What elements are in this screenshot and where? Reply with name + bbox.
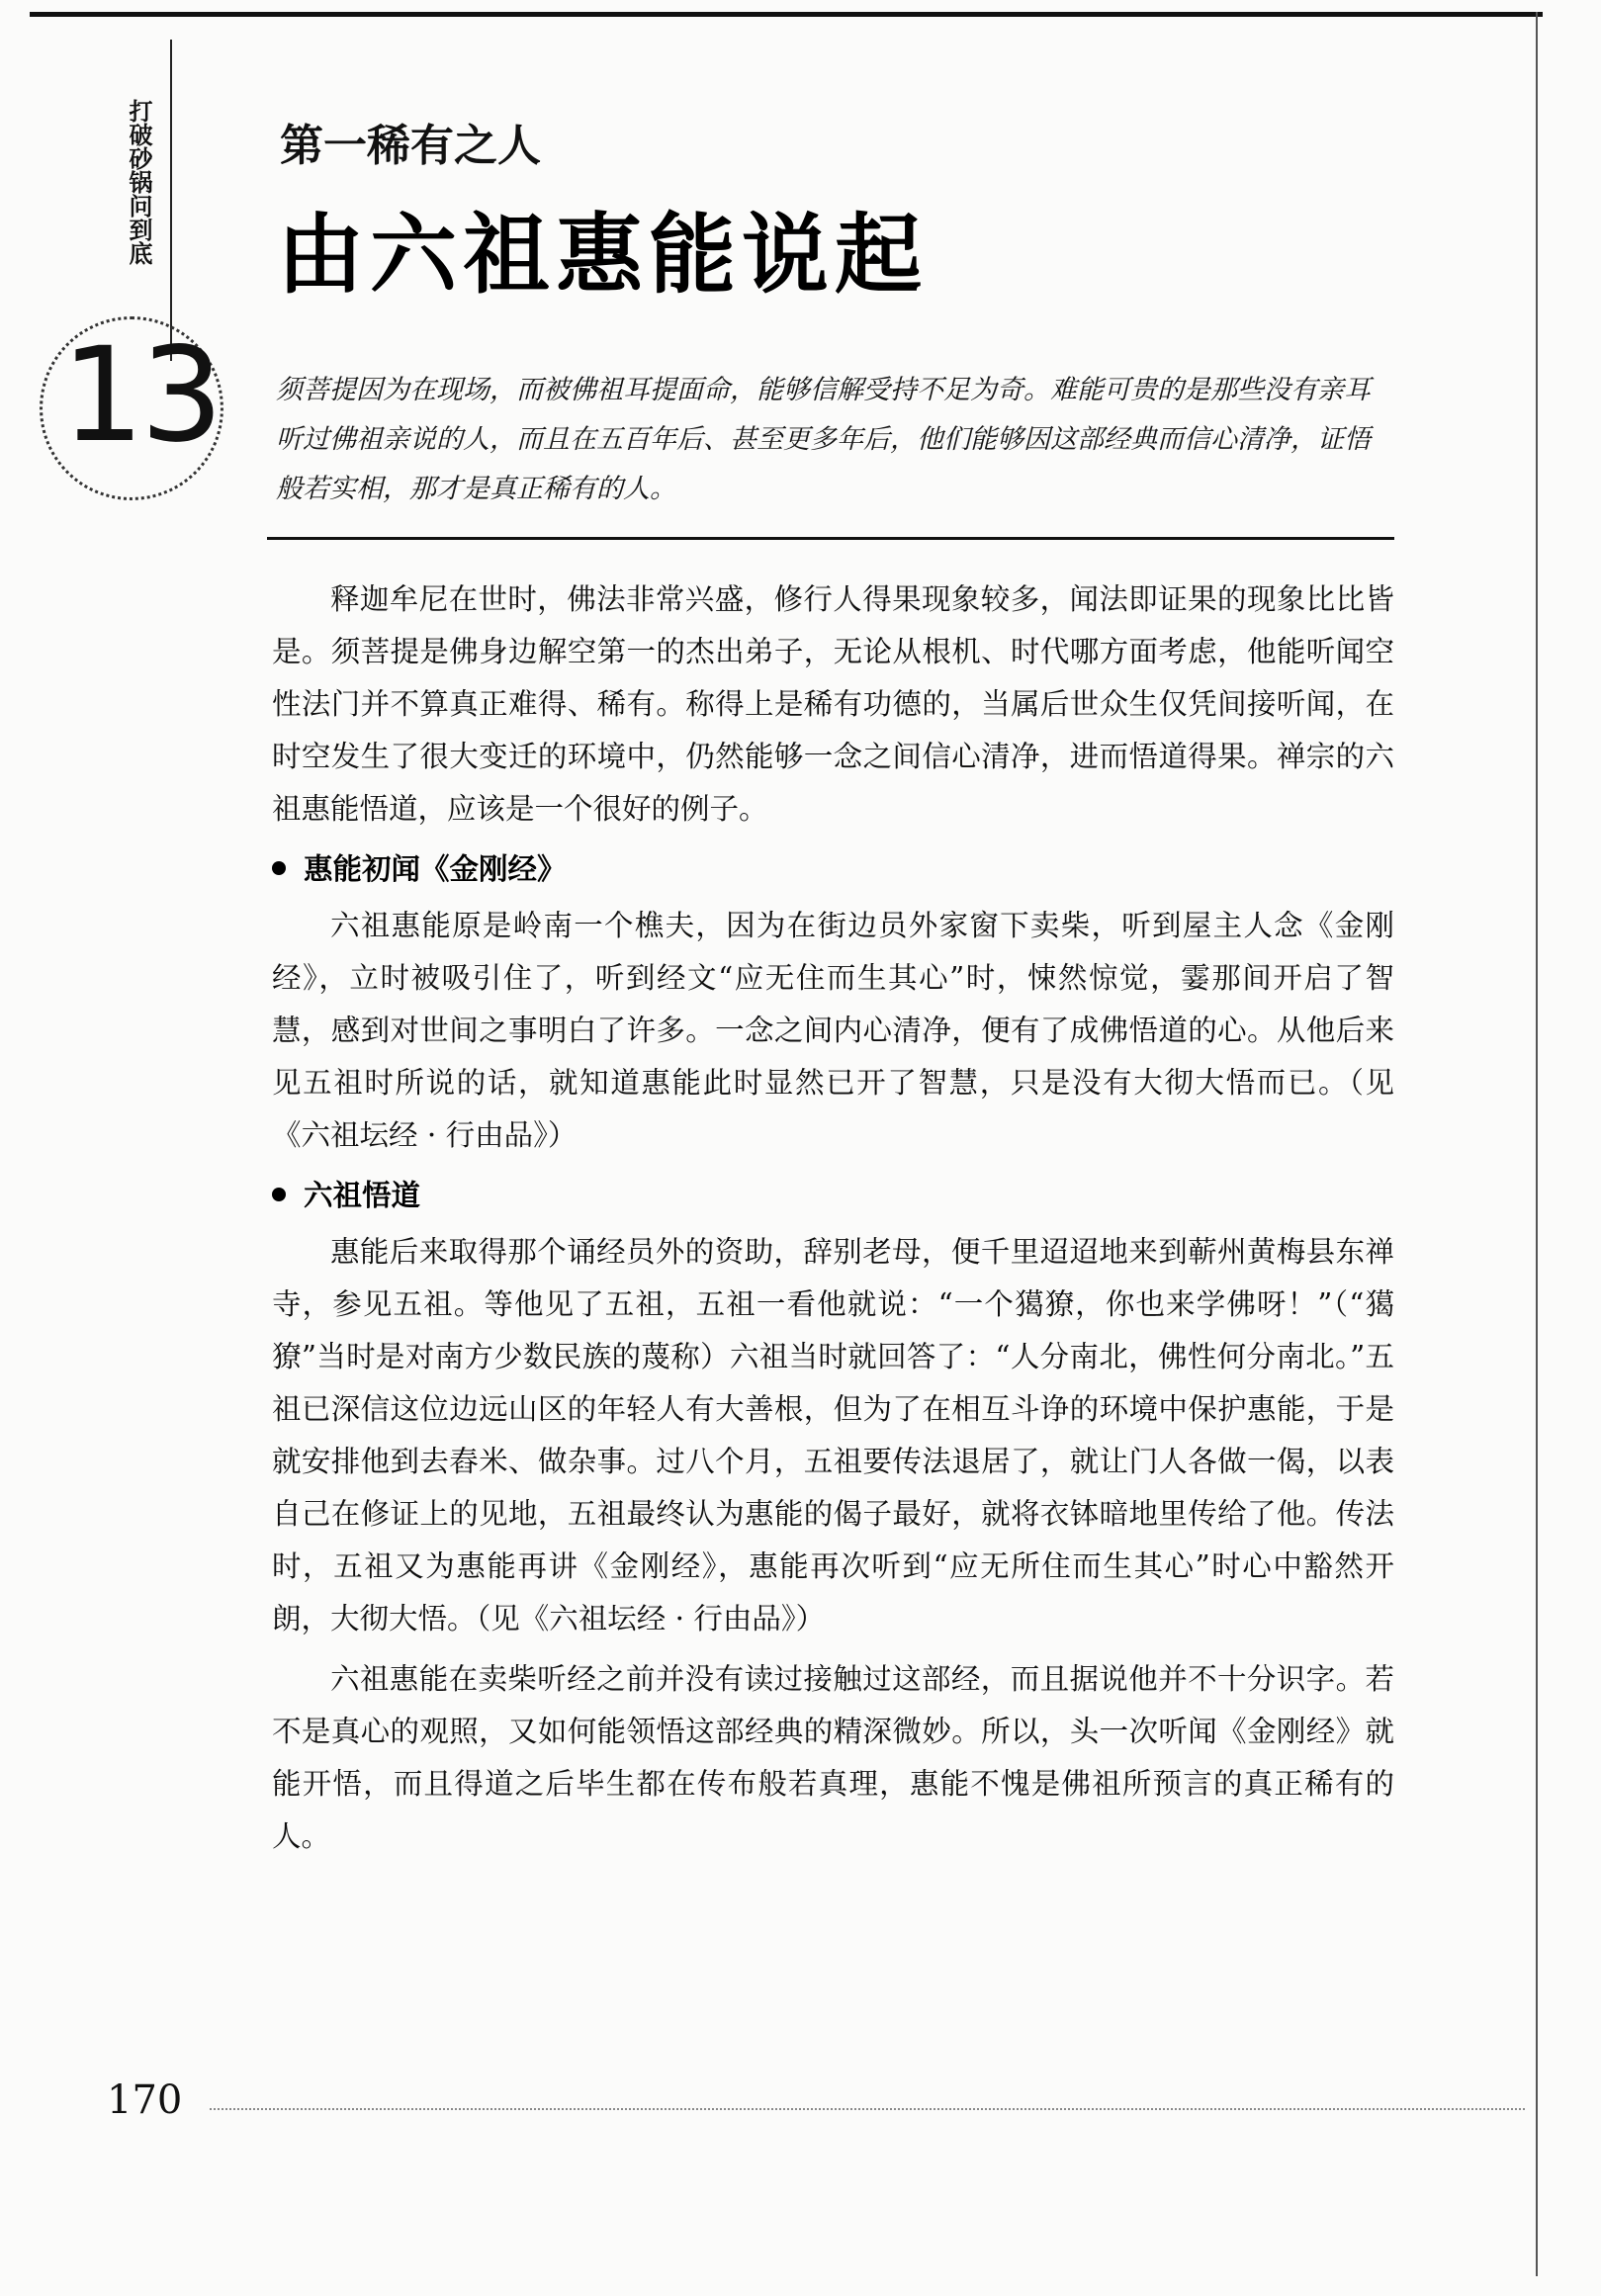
footer-dotted-rule — [210, 2108, 1525, 2110]
main-body — [272, 574, 1394, 1871]
section-subtitle: 第一稀有之人 — [280, 121, 541, 171]
body-paragraph: 六祖惠能在卖柴听经之前并没有读过接触过这部经，而且据说他并不十分识字。若不是真心的观照，又如何能领悟这部经典的精深微妙。所以，头一次听闻《金刚经》就能开悟，而且得道之后毕生都在传布般若真理，惠能不愧是佛祖所预言的真正稀有的人。 — [272, 1662, 1394, 1853]
bullet-icon — [272, 861, 286, 875]
section-heading-text: 六祖悟道 — [304, 1179, 421, 1212]
body-paragraph: 六祖惠能原是岭南一个樵夫，因为在街边员外家窗下卖柴，听到屋主人念《金刚经》，立时被吸引住了，听到经文“应无住而生其心”时，悚然惊觉，霎那间开启了智慧，感到对世间之事明白了许多。一念之间内心清净，便有了成佛悟道的心。从他后来见五祖时所说的话，就知道惠能此时显然已开了智慧，只是没有大彻大悟而已。（见《六祖坛经 · 行由品》） — [272, 909, 1394, 1152]
page-number: 170 — [107, 2077, 183, 2123]
top-border-rule — [30, 12, 1543, 17]
running-header-label: 打破砂锅问到底 — [125, 99, 152, 265]
side-vertical-rule — [170, 40, 172, 361]
intro-summary: 须菩提因为在现场，而被佛祖耳提面命，能够信解受持不足为奇。难能可贵的是那些没有亲耳听过佛祖亲说的人，而且在五百年后、甚至更多年后，他们能够因这部经典而信心清净，证悟般若实相，那才是真正稀有的人。 — [276, 375, 1371, 504]
section-title: 由六祖惠能说起 — [277, 204, 929, 306]
intro-divider — [267, 537, 1394, 540]
bullet-icon — [272, 1188, 286, 1201]
body-paragraph: 惠能后来取得那个诵经员外的资助，辞别老母，便千里迢迢地来到蕲州黄梅县东禅寺，参见五祖。等他见了五祖，五祖一看他就说：“一个獦獠，你也来学佛呀！”（“獦獠”当时是对南方少数民族的蔑称）六祖当时就回答了：“人分南北，佛性何分南北。”五祖已深信这位边远山区的年轻人有大善根，但为了在相互斗诤的环境中保护惠能，于是就安排他到去舂米、做杂事。过八个月，五祖要传法退居了，就让门人各做一偈，以表自己在修证上的见地，五祖最终认为惠能的偈子最好，就将衣钵暗地里传给了他。传法时，五祖又为惠能再讲《金刚经》，惠能再次听到“应无所住而生其心”时心中豁然开朗，大彻大悟。（见《六祖坛经 · 行由品》） — [272, 1235, 1394, 1635]
section-heading-text: 惠能初闻《金刚经》 — [304, 852, 567, 886]
section-heading — [272, 843, 1394, 896]
section-heading — [272, 1170, 1394, 1222]
body-paragraph: 释迦牟尼在世时，佛法非常兴盛，修行人得果现象较多，闻法即证果的现象比比皆是。须菩提是佛身边解空第一的杰出弟子，无论从根机、时代哪方面考虑，他能听闻空性法门并不算真正难得、稀有。称得上是稀有功德的，当属后世众生仅凭间接听闻，在时空发生了很大变迁的环境中，仍然能够一念之间信心清净，进而悟道得果。禅宗的六祖惠能悟道，应该是一个很好的例子。 — [272, 582, 1394, 826]
chapter-number: 13 — [61, 319, 220, 472]
right-border-rule — [1536, 12, 1538, 2276]
